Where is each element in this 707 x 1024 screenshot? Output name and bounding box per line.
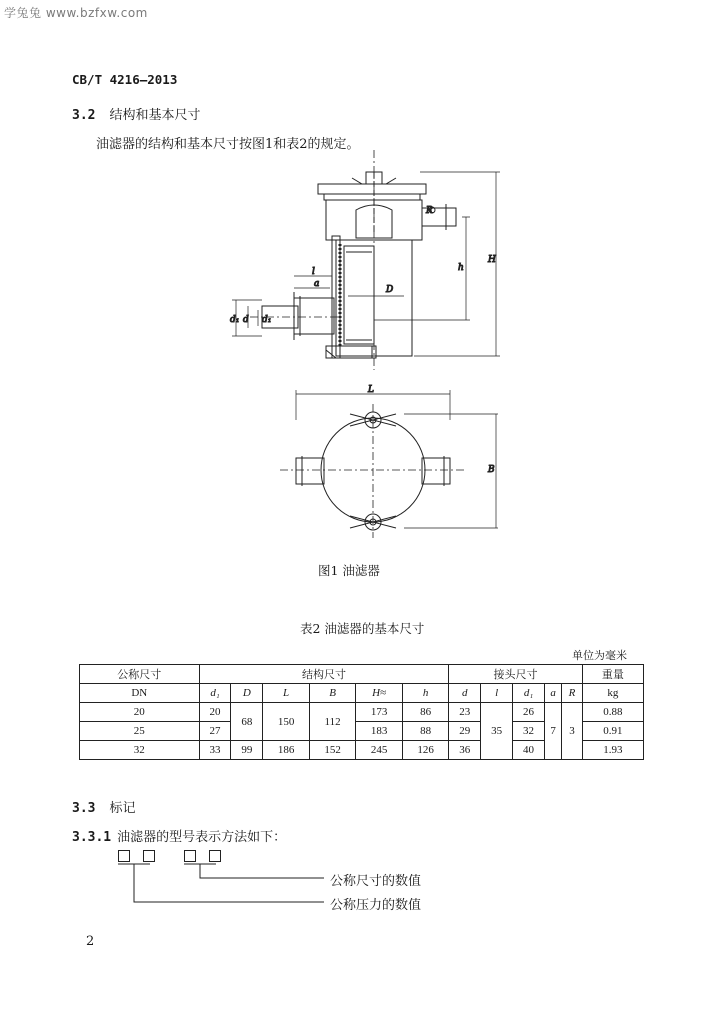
table-title: 表2 油滤器的基本尺寸	[300, 621, 425, 636]
table-cell: 23	[449, 703, 481, 722]
header-cell: d₁	[513, 684, 545, 703]
watermark: 学兔兔 www.bzfxw.com	[4, 6, 148, 20]
table-cell: 26	[513, 703, 545, 722]
table-cell: 35	[481, 703, 513, 760]
table-unit: 单位为毫米	[572, 649, 627, 662]
table-cell: 40	[513, 741, 545, 760]
dim-label-h: h	[458, 263, 464, 273]
dim-label-B: B	[488, 465, 495, 475]
table-cell: 29	[449, 722, 481, 741]
header-cell: 接头尺寸	[449, 665, 582, 684]
header-cell: h	[402, 684, 449, 703]
dim-label-D: D	[386, 285, 394, 295]
table-cell: 112	[309, 703, 356, 741]
header-cell: H≈	[356, 684, 403, 703]
section-number: 3.3	[72, 801, 96, 816]
table-cell: 32	[80, 741, 200, 760]
section-number: 3.3.1	[72, 830, 112, 845]
table-cell: 150	[263, 703, 310, 741]
standard-number: CB/T 4216—2013	[72, 72, 178, 87]
table-cell: 3	[562, 703, 583, 760]
dim-label-R: R	[426, 206, 433, 216]
table-cell: 68	[231, 703, 263, 741]
table-cell: 0.91	[582, 722, 643, 741]
table-cell: 173	[356, 703, 403, 722]
table-cell: 152	[309, 741, 356, 760]
table-cell: 27	[199, 722, 231, 741]
section-3-2-text: 油滤器的结构和基本尺寸按图1和表2的规定。	[96, 137, 360, 152]
header-cell: l	[481, 684, 513, 703]
section-title: 标记	[109, 801, 136, 816]
table-cell: 126	[402, 741, 449, 760]
section-title: 结构和基本尺寸	[109, 108, 201, 123]
table-cell: 1.93	[582, 741, 643, 760]
dim-label-L: L	[368, 385, 374, 395]
table-cell: 86	[402, 703, 449, 722]
dim-label-H: H	[488, 255, 496, 265]
table-cell: 20	[80, 703, 200, 722]
section-number: 3.2	[72, 108, 96, 123]
section-text: 油滤器的型号表示方法如下：	[117, 830, 287, 845]
dim-label-l: l	[312, 267, 315, 277]
header-cell: a	[544, 684, 561, 703]
header-cell: DN	[80, 684, 200, 703]
table-cell: 7	[544, 703, 561, 760]
header-cell: 重量	[582, 665, 643, 684]
dim-label-d: d	[243, 315, 249, 325]
header-cell: B	[309, 684, 356, 703]
table-cell: 99	[231, 741, 263, 760]
marking-label-pressure: 公称压力的数值	[330, 898, 422, 913]
header-cell: d	[449, 684, 481, 703]
header-cell: D	[231, 684, 263, 703]
table-cell: 20	[199, 703, 231, 722]
table-cell: 88	[402, 722, 449, 741]
dim-label-d1: d₁	[230, 315, 240, 325]
header-cell: R	[562, 684, 583, 703]
table-cell: 186	[263, 741, 310, 760]
table-cell: 25	[80, 722, 200, 741]
header-cell: d₁	[199, 684, 231, 703]
dim-label-d1-inner: d₁	[262, 315, 272, 325]
figure-caption: 图1 油滤器	[318, 563, 380, 578]
table-cell: 32	[513, 722, 545, 741]
table-cell: 33	[199, 741, 231, 760]
table-cell: 36	[449, 741, 481, 760]
table-cell: 183	[356, 722, 403, 741]
marking-label-size: 公称尺寸的数值	[330, 874, 422, 889]
header-cell: 结构尺寸	[199, 665, 449, 684]
table-cell: 245	[356, 741, 403, 760]
page-number: 2	[86, 934, 95, 949]
table-cell: 0.88	[582, 703, 643, 722]
header-cell: kg	[582, 684, 643, 703]
header-cell: 公称尺寸	[80, 665, 200, 684]
header-cell: L	[263, 684, 310, 703]
dim-label-a: a	[314, 279, 320, 289]
